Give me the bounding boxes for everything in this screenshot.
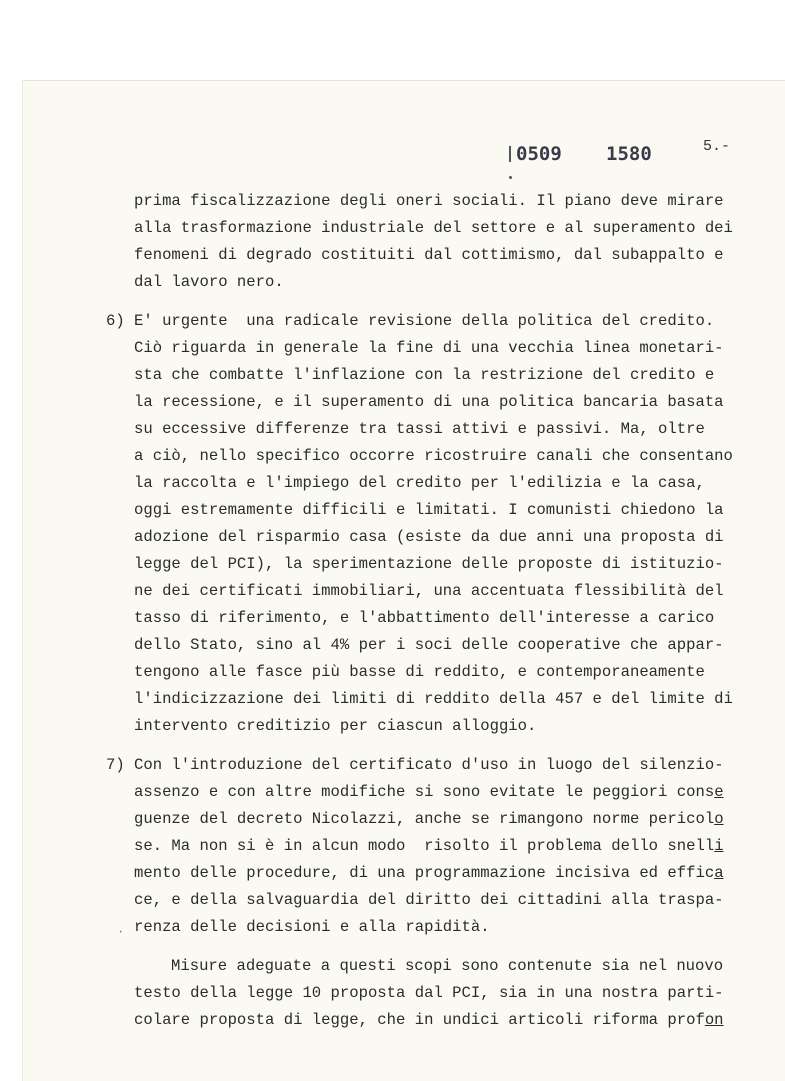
text-line: tasso di riferimento, e l'abbattimento dell'interesse a carico (134, 609, 715, 627)
text-line: Con l'introduzione del certificato d'uso in luogo del silenzio- (134, 756, 724, 774)
underlined-segment: i (714, 837, 724, 855)
list-marker-7: 7) (106, 756, 125, 774)
text-line: renza delle decisioni e alla rapidità. (134, 918, 490, 936)
text-line (134, 836, 724, 856)
text-line: Misure adeguate a questi scopi sono contenute sia nel nuovo (171, 957, 724, 975)
text-line (134, 1010, 724, 1030)
underlined-segment: e (714, 783, 724, 801)
underlined-segment: o (714, 810, 724, 828)
text-line: fenomeni di degrado costituiti dal cottimismo, dal subappalto e (134, 246, 724, 264)
underlined-segment: a (714, 864, 724, 882)
text-line: la recessione, e il superamento di una politica bancaria basata (134, 393, 724, 411)
stamp-mark (509, 146, 511, 162)
text-line (134, 782, 724, 802)
margin-mark: · (117, 925, 125, 939)
text-line: testo della legge 10 proposta dal PCI, sia in una nostra parti- (134, 984, 724, 1002)
text-segment: assenzo e con altre modifiche si sono evitate le peggiori cons (134, 783, 715, 801)
text-line: legge del PCI), la sperimentazione delle proposte di istituzio- (134, 555, 724, 573)
text-segment: guenze del decreto Nicolazzi, anche se rimangono norme pericol (134, 810, 715, 828)
text-line: l'indicizzazione dei limiti di reddito della 457 e del limite di (134, 690, 733, 708)
text-segment: mento delle procedure, di una programmazione incisiva ed effic (134, 864, 715, 882)
page-number: 5.- (703, 138, 731, 155)
text-line: la raccolta e l'impiego del credito per l'edilizia e la casa, (134, 474, 705, 492)
archive-stamp-code: 0509 (516, 143, 562, 165)
text-line: prima fiscalizzazione degli oneri sociali. Il piano deve mirare (134, 192, 724, 210)
text-line: sta che combatte l'inflazione con la restrizione del credito e (134, 366, 715, 384)
text-segment: colare proposta di legge, che in undici articoli riforma prof (134, 1011, 705, 1029)
text-line: tengono alle fasce più basse di reddito, e contemporaneamente (134, 663, 705, 681)
stamp-dot (509, 176, 512, 179)
archive-stamp-number: 1580 (606, 143, 652, 165)
text-line (134, 863, 724, 883)
text-line: ce, e della salvaguardia del diritto dei cittadini alla traspa- (134, 891, 724, 909)
text-line: dal lavoro nero. (134, 273, 284, 291)
text-segment: se. Ma non si è in alcun modo risolto il problema dello snell (134, 837, 715, 855)
text-line: su eccessive differenze tra tassi attivi e passivi. Ma, oltre (134, 420, 705, 438)
text-line (134, 809, 724, 829)
list-marker-6: 6) (106, 312, 125, 330)
text-line: alla trasformazione industriale del settore e al superamento dei (134, 219, 733, 237)
text-line: Ciò riguarda in generale la fine di una vecchia linea monetari- (134, 339, 724, 357)
text-line: intervento creditizio per ciascun alloggio. (134, 717, 537, 735)
text-line: E' urgente una radicale revisione della politica del credito. (134, 312, 715, 330)
text-line: a ciò, nello specifico occorre ricostruire canali che consentano (134, 447, 733, 465)
text-line: dello Stato, sino al 4% per i soci delle cooperative che appar- (134, 636, 724, 654)
text-line: oggi estremamente difficili e limitati. I comunisti chiedono la (134, 501, 724, 519)
text-line: adozione del risparmio casa (esiste da due anni una proposta di (134, 528, 724, 546)
text-line: ne dei certificati immobiliari, una accentuata flessibilità del (134, 582, 724, 600)
underlined-segment: on (704, 1011, 724, 1029)
